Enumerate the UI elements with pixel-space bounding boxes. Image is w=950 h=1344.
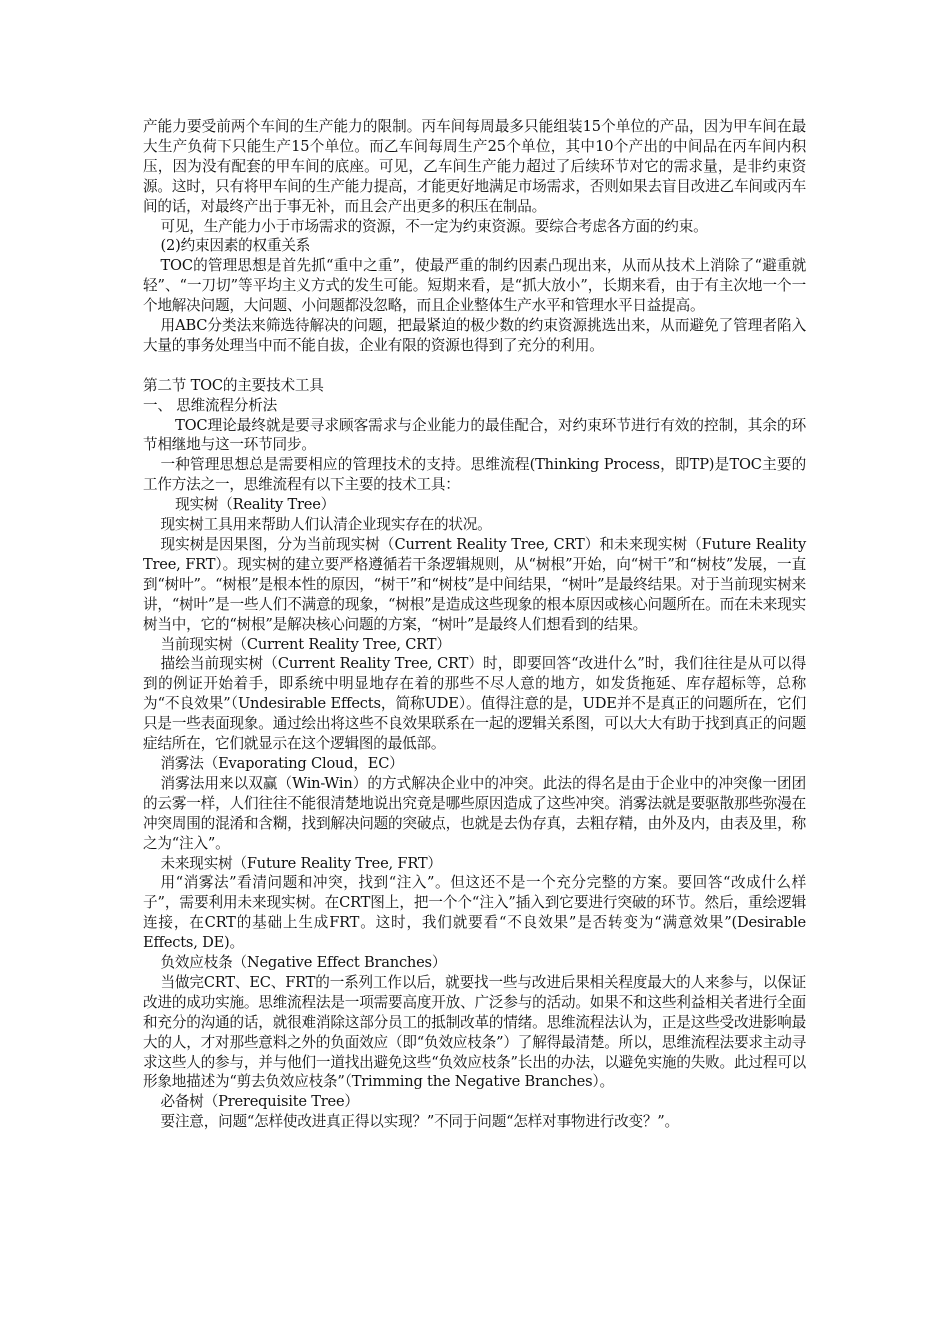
paragraph: 消雾法用来以双赢（Win-Win）的方式解决企业中的冲突。此法的得名是由于企业中的冲突像一团团的云雾一样，人们往往不能很清楚地说出究竟是哪些原因造成了这些冲突。消雾法就是要驱散那些弥漫在冲突周围的混淆和含糊，找到解决问题的突破点，也就是去伪存真，去粗存精，由外及内，由表及里，称之为“注入”。 [143, 774, 806, 852]
paragraph: 可见，生产能力小于市场需求的资源，不一定为约束资源。要综合考虑各方面的约束。 [160, 217, 708, 235]
tool-heading: 当前现实树（Current Reality Tree, CRT） [160, 635, 451, 653]
paragraph: 描绘当前现实树（Current Reality Tree, CRT）时，即要回答“改进什么”时，我们往往是从可以得到的例证开始着手，即系统中明显地存在着的那些不尽人意的地方，如发货拖延、库存超标等，总称为“不良效果”（Undesirable Effects，简称UDE）。值得注意的是，UDE并不是真正的问题所在，它们只是一些表面现象。通过绘出将这些不良效果联系在一起的逻辑关系图，可以大大有助于找到真正的问题症结所在，它们就显示在这个逻辑图的最低部。 [143, 655, 806, 753]
tool-heading: 消雾法（Evaporating Cloud，EC） [160, 754, 404, 772]
paragraph: 现实树工具用来帮助人们认清企业现实存在的状况。 [160, 516, 492, 534]
paragraph: 现实树是因果图，分为当前现实树（Current Reality Tree, CRT）和未来现实树（Future Reality Tree, FRT）。现实树的建立要严格遵循若干条逻辑规则，从“树根”开始，向“树干”和“树枝”发展，一直到“树叶”。“树根”是根本性的原因，“树干”和“树枝”是中间结果，“树叶”是最终结果。对于当前现实树来讲，“树叶”是一些人们不满意的现象，“树根”是造成这些现象的根本原因或核心问题所在。而在未来现实树当中，它的“树根”是解决核心问题的方案，“树叶”是最终人们想看到的结果。 [143, 536, 806, 633]
paragraph: TOC的管理思想是首先抓“重中之重”，使最严重的制约因素凸现出来，从而从技术上消除了“避重就轻”、“一刀切”等平均主义方式的发生可能。短期来看，是“抓大放小”，长期来看，由于有主次地一个一个地解决问题，大问题、小问题都没忽略，而且企业整体生产水平和管理水平日益提高。 [143, 257, 806, 315]
paragraph: 一种管理思想总是需要相应的管理技术的支持。思维流程(Thinking Process，即TP)是TOC主要的工作方法之一，思维流程有以下主要的技术工具： [143, 456, 806, 494]
tool-heading: 现实树（Reality Tree） [175, 496, 336, 514]
paragraph: 产能力要受前两个车间的生产能力的限制。丙车间每周最多只能组装15个单位的产品，因为甲车间在最大生产负荷下只能生产15个单位。而乙车间每周生产25个单位，其中10个产出的中间品在丙车间内积压，因为没有配套的甲车间的底座。可见，乙车间生产能力超过了后续环节对它的需求量，是非约束资源。这时，只有将甲车间的生产能力提高，才能更好地满足市场需求，否则如果去盲目改进乙车间或丙车间的话，对最终产出于事无补，而且会产出更多的积压在制品。 [143, 118, 806, 215]
tool-heading: 未来现实树（Future Reality Tree, FRT） [160, 854, 442, 872]
paragraph: 要注意，问题“怎样使改进真正得以实现？”不同于问题“怎样对事物进行改变？”。 [160, 1113, 679, 1131]
paragraph: 当做完CRT、EC、FRT的一系列工作以后，就要找一些与改进后果相关程度最大的人来参与，以保证改进的成功实施。思维流程法是一项需要高度开放、广泛参与的活动。如果不和这些利益相关者进行全面和充分的沟通的话，就很难消除这部分员工的抵制改革的情绪。思维流程法认为，正是这些受改进影响最大的人，才对那些意料之外的负面效应（即“负效应枝条”）了解得最清楚。所以，思维流程法要求主动寻求这些人的参与，并与他们一道找出避免这些“负效应枝条”长出的办法，以避免实施的失败。此过程可以形象地描述为“剪去负效应枝条”（Trimming the Negative Branches）。 [143, 973, 806, 1091]
paragraph: 用ABC分类法来筛选待解决的问题，把最紧迫的极少数的约束资源挑选出来，从而避免了管理者陷入大量的事务处理当中而不能自拔，企业有限的资源也得到了充分的利用。 [143, 317, 806, 354]
blank-line [143, 356, 806, 376]
paragraph: 用“消雾法”看清问题和冲突，找到“注入”。但这还不是一个充分完整的方案。要回答“改成什么样子”，需要利用未来现实树。在CRT图上，把一个个“注入”插入到它要进行突破的环节。然后，重绘逻辑连接，在CRT的基础上生成FRT。这时，我们就要看“不良效果”是否转变为“满意效果”(Desirable Effects, DE)。 [143, 874, 806, 952]
subheading: (2)约束因素的权重关系 [160, 237, 311, 255]
paragraph: TOC理论最终就是要寻求顾客需求与企业能力的最佳配合，对约束环节进行有效的控制，其余的环节相继地与这一环节同步。 [143, 416, 806, 454]
subsection-heading: 一、 思维流程分析法 [143, 396, 277, 414]
tool-heading: 负效应枝条（Negative Effect Branches） [160, 954, 447, 972]
section-heading: 第二节 TOC的主要技术工具 [143, 376, 324, 394]
document-page [143, 117, 806, 1132]
tool-heading: 必备树（Prerequisite Tree） [160, 1093, 359, 1111]
